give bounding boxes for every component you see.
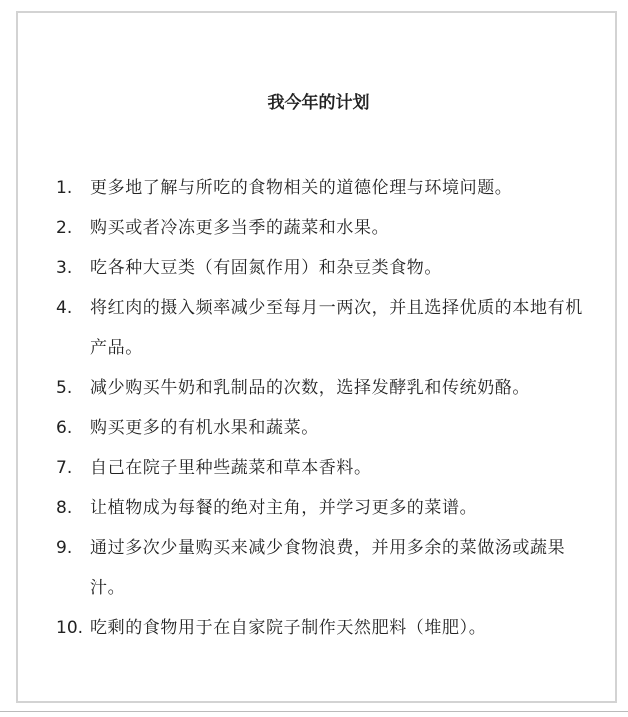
list-item	[56, 608, 586, 648]
list-item	[56, 368, 586, 408]
list-item-text: 减少购买牛奶和乳制品的次数，选择发酵乳和传统奶酪。	[90, 378, 530, 398]
list-item	[56, 488, 586, 528]
list-item-number: 6.	[56, 418, 73, 438]
plan-list	[56, 168, 586, 648]
list-item-number: 1.	[56, 178, 73, 198]
list-item	[56, 528, 586, 608]
list-item-text: 让植物成为每餐的绝对主角，并学习更多的菜谱。	[90, 498, 478, 518]
list-item	[56, 168, 586, 208]
list-item-text: 购买或者冷冻更多当季的蔬菜和水果。	[90, 218, 390, 238]
bottom-divider	[0, 711, 628, 712]
list-item	[56, 248, 586, 288]
list-item-number: 10.	[56, 618, 84, 638]
page-title: 我今年的计划	[267, 93, 370, 113]
list-item-number: 4.	[56, 298, 73, 318]
list-item-number: 9.	[56, 538, 73, 558]
list-item-text: 吃剩的食物用于在自家院子制作天然肥料（堆肥）。	[90, 618, 487, 638]
list-item-text: 购买更多的有机水果和蔬菜。	[90, 418, 319, 438]
list-item-text: 自己在院子里种些蔬菜和草本香料。	[90, 458, 372, 478]
list-item	[56, 288, 586, 368]
list-item	[56, 408, 586, 448]
list-item-number: 8.	[56, 498, 73, 518]
list-item-text: 吃各种大豆类（有固氮作用）和杂豆类食物。	[90, 258, 442, 278]
list-item-number: 3.	[56, 258, 73, 278]
document-frame	[16, 11, 617, 703]
list-item	[56, 208, 586, 248]
list-item-text: 将红肉的摄入频率减少至每月一两次，并且选择优质的本地有机产品。	[90, 298, 583, 358]
list-item-number: 2.	[56, 218, 73, 238]
list-item-text: 更多地了解与所吃的食物相关的道德伦理与环境问题。	[90, 178, 513, 198]
list-item-text: 通过多次少量购买来减少食物浪费，并用多余的菜做汤或蔬果汁。	[90, 538, 566, 598]
list-item-number: 7.	[56, 458, 73, 478]
list-item	[56, 448, 586, 488]
list-item-number: 5.	[56, 378, 73, 398]
